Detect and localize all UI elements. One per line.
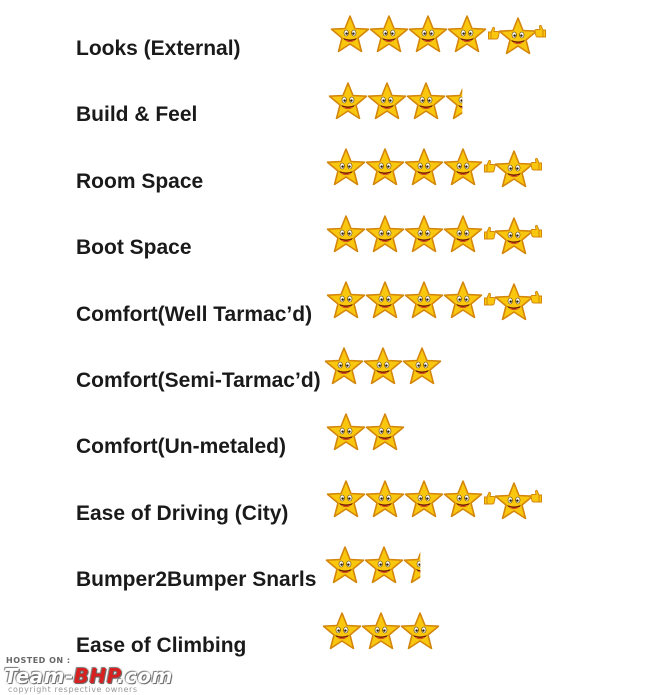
- thumbs-up-star-icon: [494, 481, 534, 523]
- thumbs-up-right-icon: [530, 489, 542, 508]
- rating-label: Boot Space: [76, 236, 192, 259]
- watermark: [4, 654, 194, 694]
- rating-label: Looks (External): [76, 37, 241, 60]
- logo-accent: BHP: [73, 664, 117, 688]
- rating-label: Ease of Climbing: [76, 634, 247, 657]
- smiley-star-icon: [400, 611, 440, 653]
- smiley-star-icon: [404, 479, 444, 521]
- rating-label: Comfort(Un-metaled): [76, 435, 286, 458]
- smiley-star-icon: [361, 611, 401, 653]
- half-star-icon: [403, 545, 443, 587]
- smiley-star-icon: [404, 147, 444, 189]
- smiley-star-icon: [328, 81, 368, 123]
- smiley-star-icon: [365, 280, 405, 322]
- rating-label: Ease of Driving (City): [76, 502, 289, 525]
- smiley-star-icon: [365, 214, 405, 256]
- half-star-icon: [445, 81, 485, 123]
- smiley-star-icon: [326, 214, 366, 256]
- smiley-star-icon: [325, 545, 365, 587]
- smiley-star-icon: [365, 412, 405, 454]
- smiley-star-icon: [363, 346, 403, 388]
- rating-label: Comfort(Well Tarmac’d): [76, 303, 313, 326]
- rating-label: Build & Feel: [76, 103, 198, 126]
- rating-label: Bumper2Bumper Snarls: [76, 568, 317, 591]
- smiley-star-icon: [322, 611, 362, 653]
- watermark-hosted-text: HOSTED ON :: [6, 656, 71, 665]
- smiley-star-icon: [367, 81, 407, 123]
- logo-suffix: .com: [116, 664, 173, 688]
- logo-main: Team-: [4, 664, 74, 688]
- thumbs-up-star-icon: [494, 149, 534, 191]
- smiley-star-icon: [326, 479, 366, 521]
- smiley-star-icon: [364, 545, 404, 587]
- smiley-star-icon: [443, 479, 483, 521]
- thumbs-up-star-icon: [494, 282, 534, 324]
- smiley-star-icon: [365, 479, 405, 521]
- thumbs-up-star-icon: [494, 216, 534, 258]
- smiley-star-icon: [326, 147, 366, 189]
- rating-label: Comfort(Semi-Tarmac’d): [76, 369, 321, 392]
- smiley-star-icon: [326, 412, 366, 454]
- smiley-star-icon: [402, 346, 442, 388]
- thumbs-up-right-icon: [530, 224, 542, 243]
- smiley-star-icon: [443, 280, 483, 322]
- smiley-star-icon: [443, 147, 483, 189]
- thumbs-up-right-icon: [530, 290, 542, 309]
- thumbs-up-right-icon: [530, 157, 542, 176]
- smiley-star-icon: [443, 214, 483, 256]
- smiley-star-icon: [365, 147, 405, 189]
- smiley-star-icon: [406, 81, 446, 123]
- smiley-star-icon: [326, 280, 366, 322]
- smiley-star-icon: [404, 214, 444, 256]
- smiley-star-icon: [324, 346, 364, 388]
- rating-label: Room Space: [76, 170, 204, 193]
- smiley-star-icon: [404, 280, 444, 322]
- watermark-copyright: copyright respective owners: [8, 685, 138, 694]
